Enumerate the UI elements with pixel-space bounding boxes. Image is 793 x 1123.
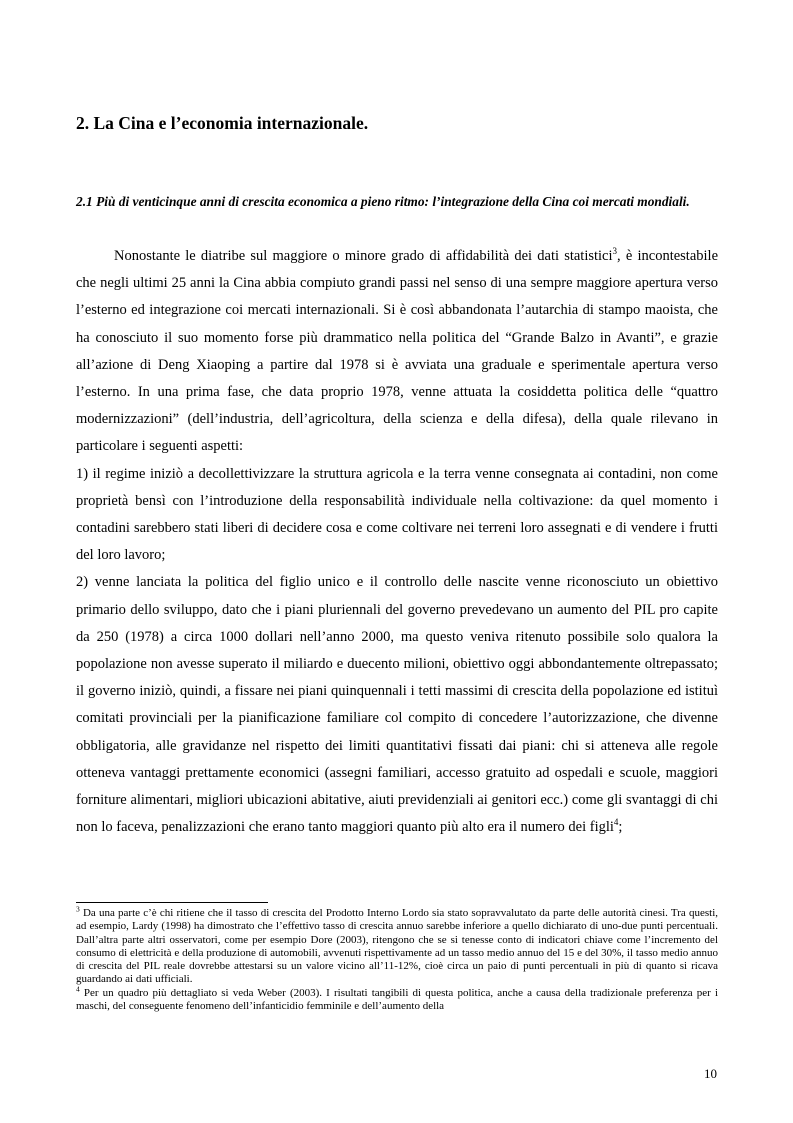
footnote-ref-4[interactable]: 4	[613, 817, 619, 828]
section-title: 2.1 Più di venticinque anni di crescita economica a pieno ritmo: l’integrazione della Cina coi mercati mondiali.	[76, 194, 690, 209]
footnote-marker: 4	[76, 984, 80, 994]
paragraph-text: Nonostante le diatribe sul maggiore o minore grado di affidabilità dei dati statistici	[114, 248, 613, 264]
footnote-3	[76, 904, 718, 987]
paragraph-text: ;	[618, 819, 623, 836]
footnote-4	[76, 984, 718, 1014]
footnote-text: Per un quadro più dettagliato si veda Weber (2003). I risultati tangibili di questa politica, anche a causa della tradizionale preferenza per i maschi, del conseguente fenomeno dell’infanticidio femminile e dell’aumento della	[76, 986, 718, 1013]
footnote-ref-3[interactable]: 3	[612, 246, 618, 257]
footnote-separator	[76, 902, 268, 903]
paragraph-intro	[76, 243, 718, 461]
page-number: 10	[704, 1066, 717, 1081]
paragraph-point-2	[76, 569, 718, 841]
chapter-title: 2. La Cina e l’economia internazionale.	[76, 113, 369, 133]
body-text	[76, 243, 718, 841]
footnotes	[76, 904, 718, 1013]
paragraph-text: 2) venne lanciata la politica del figlio unico e il controllo delle nascite venne riconosciuto un obiettivo primario dello sviluppo, dato che i piani pluriennali del governo prevedevano un aumento del PIL pro capite da 250 (1978) a circa 1000 dollari nell’anno 2000, ma questo veniva ritenuto possibile solo qualora la popolazione non avesse superato il miliardo e duecento milioni, obiettivo oggi abbondantemente oltrepassato; il governo iniziò, quindi, a fissare nei piani quinquennali i tetti massimi di crescita della popolazione ed istituì comitati provinciali per la pianificazione familiare col compito di concedere l’autorizzazione, che divenne obbligatoria, alle gravidanze nel rispetto dei limiti quantitativi fissati dai piani: chi si atteneva alle regole otteneva vantaggi prettamente economici (assegni familiari, accesso gratuito ad ospedali e scuole, maggiori forniture alimentari, migliori ubicazioni abitative, aiuti previdenziali ai genitori ecc.) come gli svantaggi di chi non lo faceva, penalizzazioni che erano tanto maggiori quanto più alto era il numero dei figli	[76, 574, 718, 836]
footnote-marker: 3	[76, 904, 80, 914]
paragraph-text: , è incontestabile che negli ultimi 25 anni la Cina abbia compiuto grandi passi nel senso di una sempre maggiore apertura verso l’esterno ed integrazione coi mercati internazionali. Si è così abbandonata l’autarchia di stampo maoista, che ha conosciuto il suo momento forse più drammatico nella politica del “Grande Balzo in Avanti”, e grazie all’azione di Deng Xiaoping a partire dal 1978 si è avviata una graduale e sperimentale apertura verso l’esterno. In una prima fase, che data proprio 1978, venne attuata la cosiddetta politica delle “quattro modernizzazioni” (dell’industria, dell’agricoltura, della scienza e della difesa), della quale rilevano in particolare i seguenti aspetti:	[76, 248, 719, 455]
footnote-text: Da una parte c’è chi ritiene che il tasso di crescita del Prodotto Interno Lordo sia stato sopravvalutato da parte delle autorità cinesi. Tra questi, ad esempio, Lardy (1998) ha dimostrato che l’effettivo tasso di crescita annuo sarebbe inferiore a quello dichiarato di uno-due punti percentuali. Dall’altra parte altri osservatori, come per esempio Dore (2003), ritengono che se si tenesse conto di indicatori chiave come l’incremento del consumo di elettricità e della produzione di automobili, avvenuti rispettivamente ad un tasso medio annuo del 15 e del 30%, il tasso medio annuo di crescita del PIL reale dovrebbe attestarsi su un valore vicino all’11-12%, cioè circa un paio di punti percentuali in più di quanto si ricava guardando ai dati ufficiali.	[76, 907, 718, 986]
paragraph-point-1	[76, 461, 718, 570]
paragraph-text: 1) il regime iniziò a decollettivizzare la struttura agricola e la terra venne consegnata ai contadini, non come proprietà bensì con l’introduzione della responsabilità individuale nella coltivazione: da quel momento i contadini sarebbero stati liberi di decidere cosa e come coltivare nei terreni loro assegnati e di vendere i frutti del loro lavoro;	[76, 465, 718, 564]
